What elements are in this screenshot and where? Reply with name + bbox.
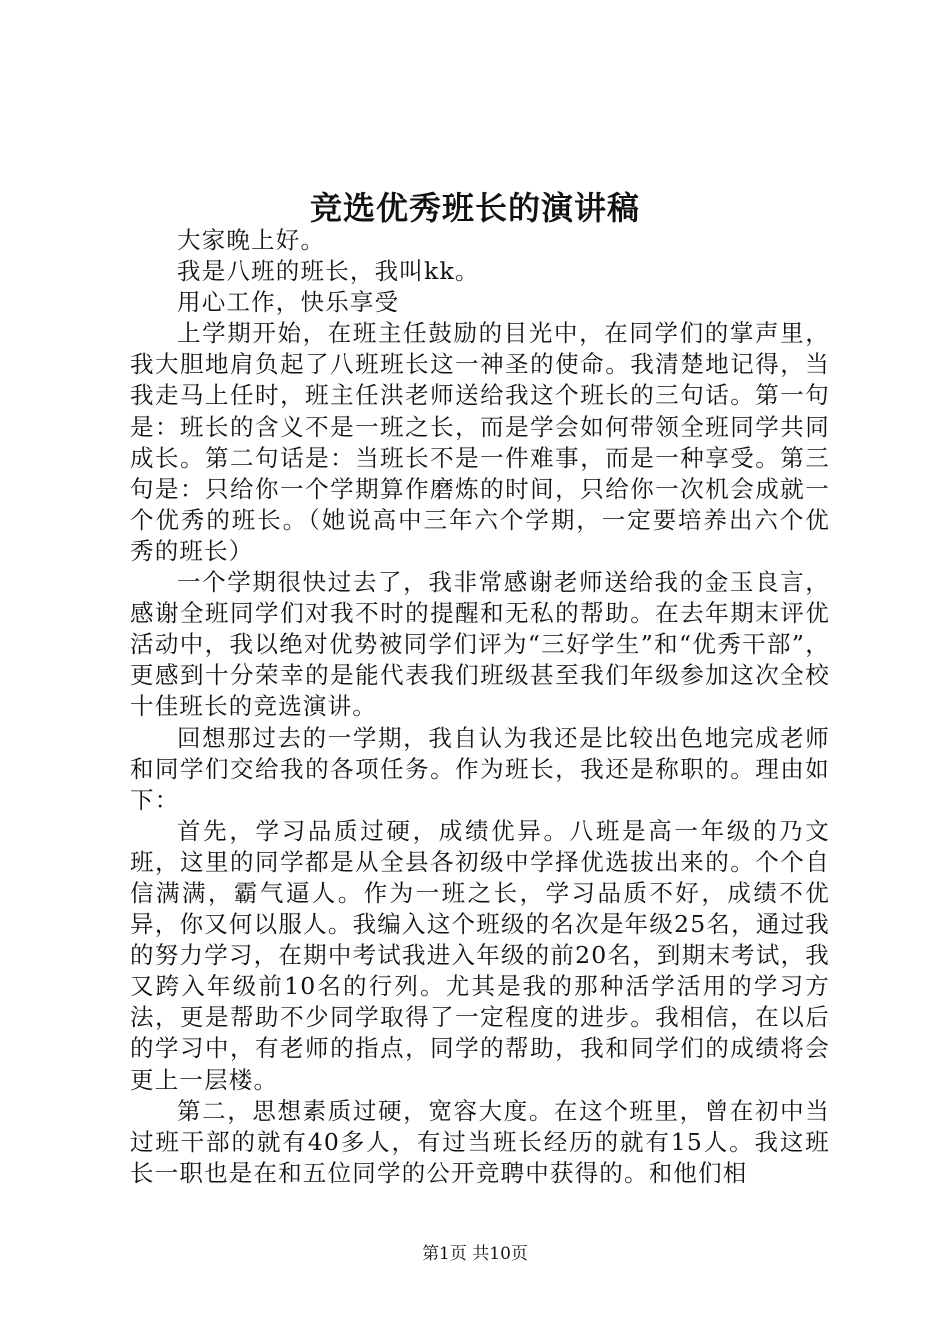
paragraph-second-reason: 第二，思想素质过硬，宽容大度。在这个班里，曾在初中当过班干部的就有40多人，有过当班长经历的就有15人。我这班长一职也是在和五位同学的公开竞聘中获得的。和他们相 [130, 1096, 830, 1187]
paragraph-first-semester: 上学期开始，在班主任鼓励的目光中，在同学们的掌声里，我大胆地肩负起了八班班长这一神圣的使命。我清楚地记得，当我走马上任时，班主任洪老师送给我这个班长的三句话。第一句是：班长的含义不是一班之长，而是学会如何带领全班同学共同成长。第二句话是：当班长不是一件难事，而是一种享受。第三句是：只给你一个学期算作磨炼的时间，只给你一次机会成就一个优秀的班长。（她说高中三年六个学期，一定要培养出六个优秀的班长） [130, 319, 830, 565]
page-footer: 第1页 共10页 [422, 1244, 528, 1264]
paragraph-semester-review: 一个学期很快过去了，我非常感谢老师送给我的金玉良言，感谢全班同学们对我不时的提醒和无私的帮助。在去年期末评优活动中，我以绝对优势被同学们评为“三好学生”和“优秀干部”，更感到十分荣幸的是能代表我们班级甚至我们年级参加这次全校十佳班长的竞选演讲。 [130, 568, 830, 721]
paragraph-subtitle: 用心工作，快乐享受 [177, 288, 400, 317]
paragraph-greeting: 大家晚上好。 [177, 226, 326, 254]
document-body [130, 225, 830, 1189]
paragraph-reflection: 回想那过去的一学期，我自认为我还是比较出色地完成老师和同学们交给我的各项任务。作为班长，我还是称职的。理由如下： [130, 723, 830, 814]
paragraph-introduction: 我是八班的班长，我叫kk。 [177, 257, 480, 286]
paragraph-first-reason: 首先，学习品质过硬，成绩优异。八班是高一年级的乃文班，这里的同学都是从全县各初级中学择优选拔出来的。个个自信满满，霸气逼人。作为一班之长，学习品质不好，成绩不优异，你又何以服人。我编入这个班级的名次是年级25名，通过我的努力学习，在期中考试我进入年级的前20名，到期末考试，我又跨入年级前10名的行列。尤其是我的那种活学活用的学习方法，更是帮助不少同学取得了一定程度的进步。我相信，在以后的学习中，有老师的指点，同学的帮助，我和同学们的成绩将会更上一层楼。 [130, 816, 830, 1094]
document-title: 竞选优秀班长的演讲稿 [309, 189, 640, 227]
